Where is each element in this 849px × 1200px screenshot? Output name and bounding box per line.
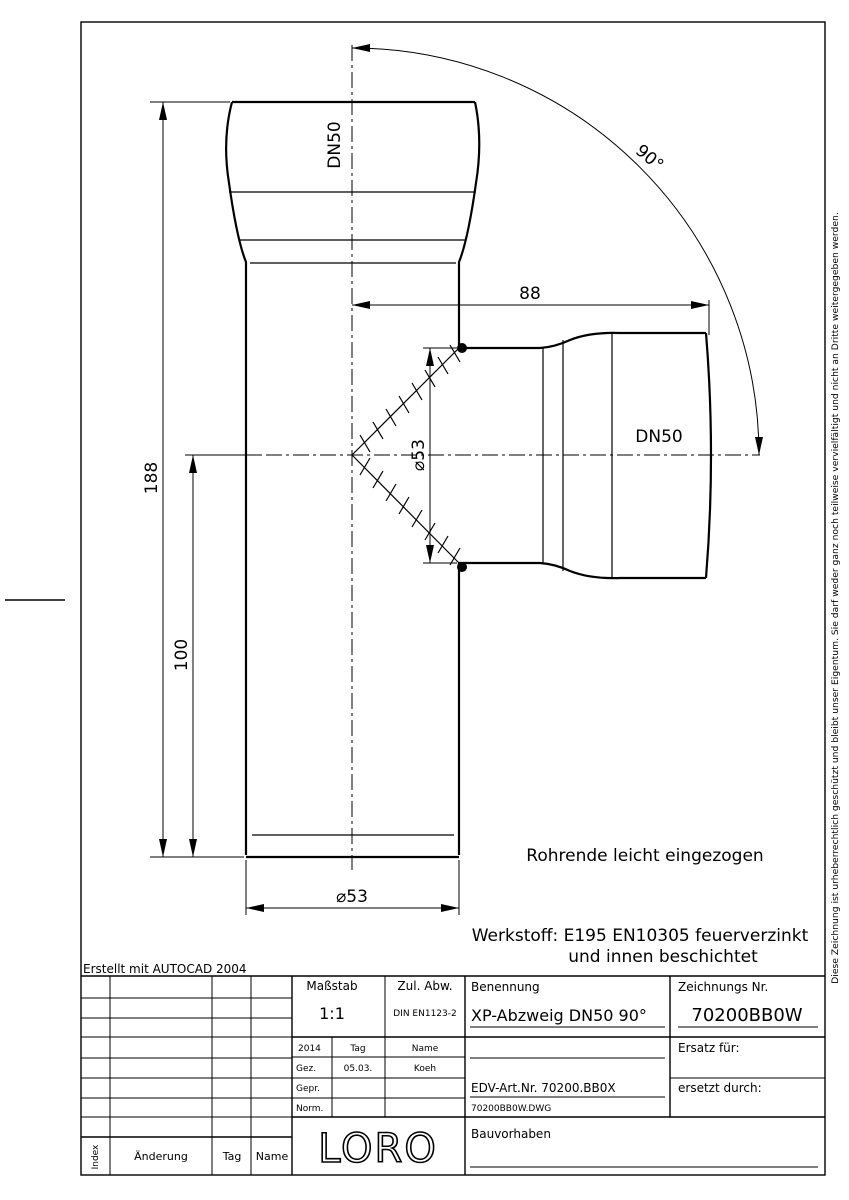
replacement-for-label: Ersatz für:: [678, 1041, 740, 1055]
pipe-end-note: Rohrende leicht eingezogen: [526, 846, 764, 866]
day-header-cell: Tag: [350, 1044, 366, 1054]
name-value: XP-Abzweig DN50 90°: [471, 1006, 647, 1025]
logo-text: LORO: [318, 1126, 438, 1172]
rev-index-header: Index: [91, 1144, 101, 1170]
branch-dn-label: DN50: [635, 427, 683, 447]
scale-value: 1:1: [319, 1004, 345, 1023]
material-note-line1: Werkstoff: E195 EN10305 feuerverzinkt: [471, 926, 809, 946]
dimension-lines: [150, 44, 763, 915]
company-logo: [318, 1126, 438, 1172]
rev-day-header: Tag: [222, 1150, 242, 1163]
drawn-day: 05.03.: [343, 1064, 373, 1074]
center-lines: [185, 45, 760, 870]
tolerance-label: Zul. Abw.: [397, 979, 453, 993]
scale-label: Maßstab: [306, 979, 358, 993]
replaced-by-label: ersetzt durch:: [678, 1081, 762, 1095]
rev-name-header: Name: [255, 1150, 289, 1163]
drawing-number-label: Zeichnungs Nr.: [678, 980, 769, 994]
name-label: Benennung: [471, 980, 540, 994]
dwg-file-name: 70200BB0W.DWG: [471, 1104, 552, 1114]
name-header-cell: Name: [411, 1044, 439, 1054]
drawn-label: Gez.: [296, 1064, 317, 1074]
year-cell: 2014: [298, 1044, 321, 1054]
dim-100-label: 100: [172, 638, 192, 672]
tolerance-value: DIN EN1123-2: [393, 1009, 457, 1019]
checked-label: Gepr.: [296, 1084, 320, 1094]
dim-188-label: 188: [142, 461, 162, 495]
dim-branch-diameter-label: ⌀53: [409, 439, 429, 471]
drawn-name: Koeh: [413, 1064, 437, 1074]
copyright-note: Diese Zeichnung ist urheberrechtlich geschützt und bleibt unser Eigentum. Sie darf weder ganz noch teilweise vervielfältigt und nicht an Dritte weitergegeben werden.: [830, 212, 841, 984]
dim-angle-label: 90°: [631, 140, 668, 176]
main-dn-label: DN50: [325, 121, 345, 169]
pipe-geometry: [226, 102, 711, 857]
dim-main-diameter-label: ⌀53: [336, 887, 368, 907]
drawing-number-value: 70200BB0W: [691, 1005, 803, 1026]
material-note-line2: und innen beschichtet: [568, 947, 758, 967]
dim-88-label: 88: [519, 284, 541, 304]
norm-label: Norm.: [296, 1104, 324, 1114]
rev-change-header: Änderung: [134, 1150, 188, 1163]
created-with-note: Erstellt mit AUTOCAD 2004: [83, 962, 247, 976]
project-label: Bauvorhaben: [471, 1127, 551, 1141]
edv-article-number: EDV-Art.Nr. 70200.BB0X: [471, 1081, 616, 1095]
